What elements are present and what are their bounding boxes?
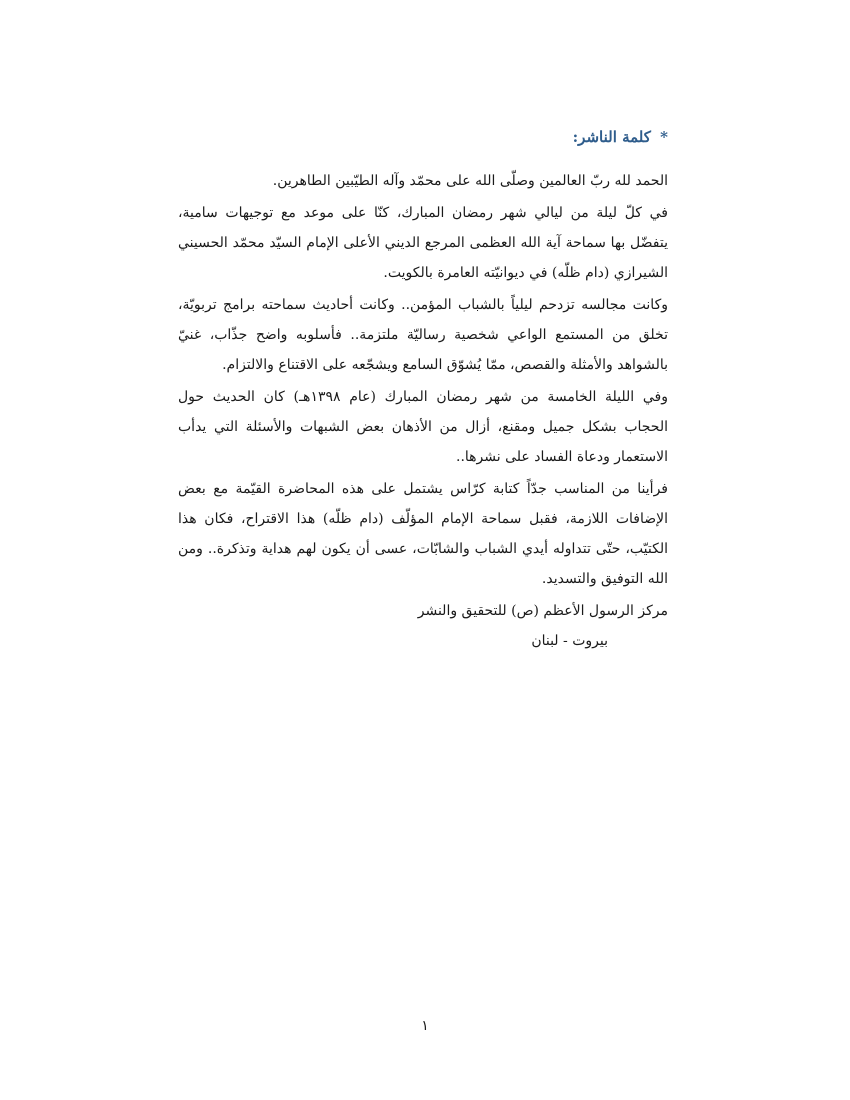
paragraph-booklet: فرأينا من المناسب جدّاً كتابة كرّاس يشتمل على هذه المحاضرة القيّمة مع بعض الإضافات اللازمة، فقبل سماحة الإمام المؤلّف (دام ظلّه) هذا الاقتراح، فكان هذا الكتيّب، حتّى تتداوله أيدي الشباب والشابّات، عسى أن يكون لهم هداية وتذكرة.. ومن الله التوفيق والتسديد. bbox=[178, 481, 668, 587]
paragraph-gatherings: في كلّ ليلة من ليالي شهر رمضان المبارك، كنّا على موعد مع توجيهات سامية، يتفضّل بها سماحة آية الله العظمى المرجع الديني الأعلى الإمام السيّد محمّد الحسيني الشيرازي (دام ظلّه) في ديوانيّته العامرة بالكويت. bbox=[178, 205, 668, 281]
page-number: ١ bbox=[421, 1018, 429, 1034]
publisher-note bbox=[178, 126, 668, 656]
paragraph-opening: الحمد لله ربّ العالمين وصلّى الله على محمّد وآله الطيّبين الطاهرين. bbox=[272, 173, 668, 189]
section-heading bbox=[178, 126, 668, 148]
heading-text: كلمة الناشر: bbox=[572, 128, 651, 146]
publisher-signature: مركز الرسول الأعظم (ص) للتحقيق والنشر bbox=[417, 603, 668, 619]
paragraph-sessions: وكانت مجالسه تزدحم ليلياً بالشباب المؤمن.. وكانت أحاديث سماحته برامج تربويّة، تخلق من المستمع الواعي شخصية رساليّة ملتزمة.. فأسلوبه واضح جذّاب، غنيّ بالشواهد والأمثلة والقصص، ممّا يُشوّق السامع ويشجّعه على الاقتناع والالتزام. bbox=[178, 297, 668, 373]
paragraph-fifth-night: وفي الليلة الخامسة من شهر رمضان المبارك (عام ١٣٩٨هـ) كان الحديث حول الحجاب بشكل جميل ومقنع، أزال من الأذهان بعض الشبهات والأسئلة التي يدأب الاستعمار ودعاة الفساد على نشرها.. bbox=[178, 389, 668, 465]
publisher-location: بيروت - لبنان bbox=[531, 633, 608, 649]
heading-star: * bbox=[660, 128, 668, 146]
